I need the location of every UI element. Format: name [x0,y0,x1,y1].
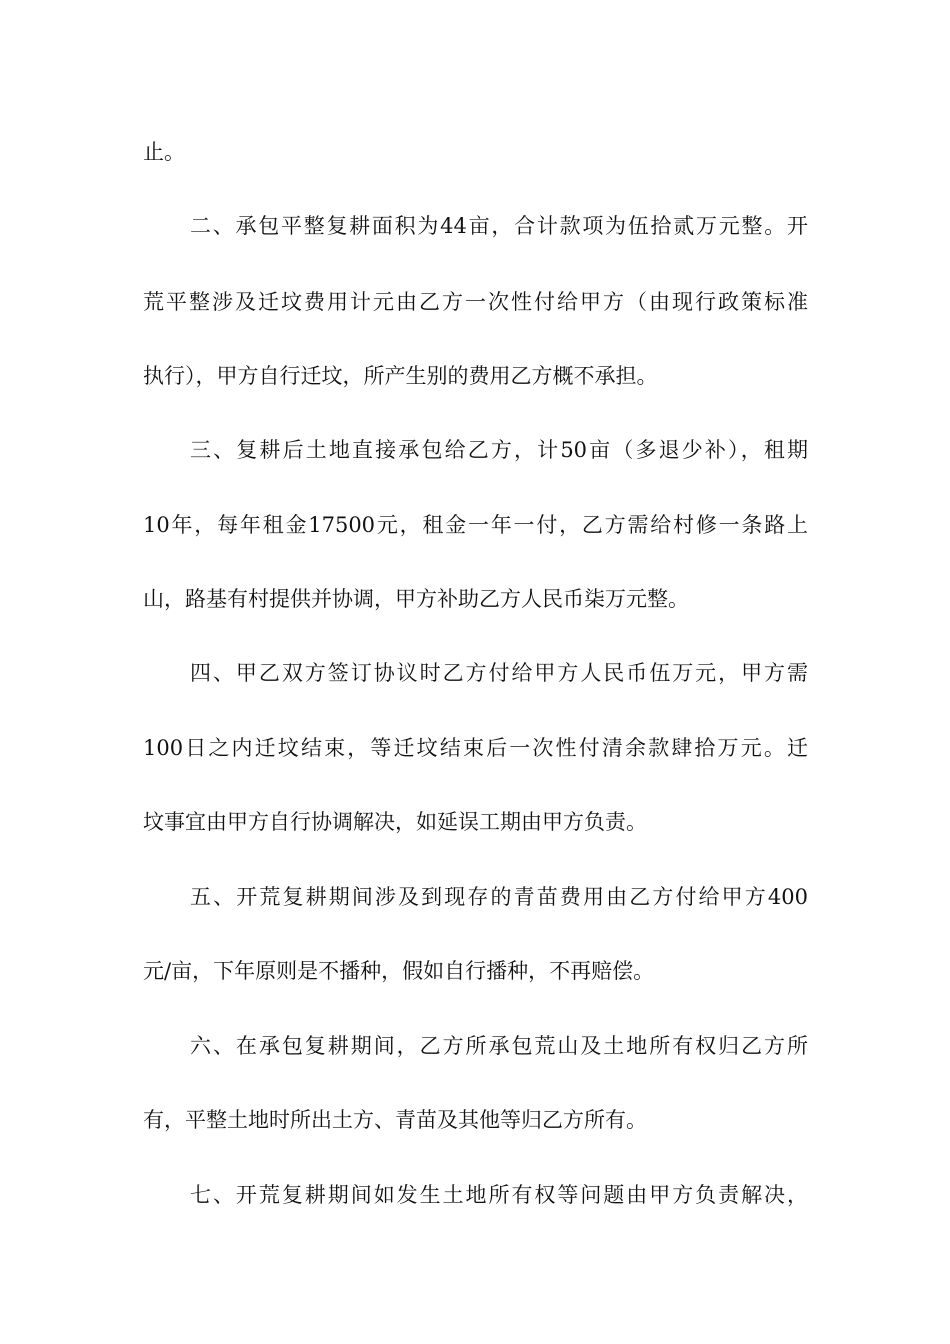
paragraph-3-line-3: 山，路基有村提供并协调，甲方补助乙方人民币柒万元整。 [143,587,689,611]
paragraph-3-line-2: 10年，每年租金17500元，租金一年一付，乙方需给村修一条路上 [143,513,808,537]
paragraph-6-line-2: 有，平整土地时所出土方、青苗及其他等归乙方所有。 [143,1108,647,1132]
paragraph-5-line-2: 元/亩，下年原则是不播种，假如自行播种，不再赔偿。 [143,959,655,983]
paragraph-4-line-2: 100日之内迁坟结束，等迁坟结束后一次性付清余款肆拾万元。迁 [143,736,808,760]
paragraph-5-line-1: 五、开荒复耕期间涉及到现存的青苗费用由乙方付给甲方400 [190,885,808,909]
paragraph-3-line-1: 三、复耕后土地直接承包给乙方，计50亩（多退少补），租期 [190,438,808,462]
text-line-1: 止。 [143,140,185,164]
paragraph-4-line-3: 坟事宜由甲方自行协调解决，如延误工期由甲方负责。 [143,810,647,834]
paragraph-7-line-1: 七、开荒复耕期间如发生土地所有权等问题由甲方负责解决， [190,1183,808,1207]
paragraph-4-line-1: 四、甲乙双方签订协议时乙方付给甲方人民币伍万元，甲方需 [190,661,808,685]
paragraph-2-line-1: 二、承包平整复耕面积为44亩，合计款项为伍拾贰万元整。开 [190,214,808,238]
paragraph-2-line-3: 执行），甲方自行迁坟，所产生别的费用乙方概不承担。 [143,364,658,388]
paragraph-6-line-1: 六、在承包复耕期间，乙方所承包荒山及土地所有权归乙方所 [190,1034,808,1058]
paragraph-2-line-2: 荒平整涉及迁坟费用计元由乙方一次性付给甲方（由现行政策标准 [143,290,808,314]
